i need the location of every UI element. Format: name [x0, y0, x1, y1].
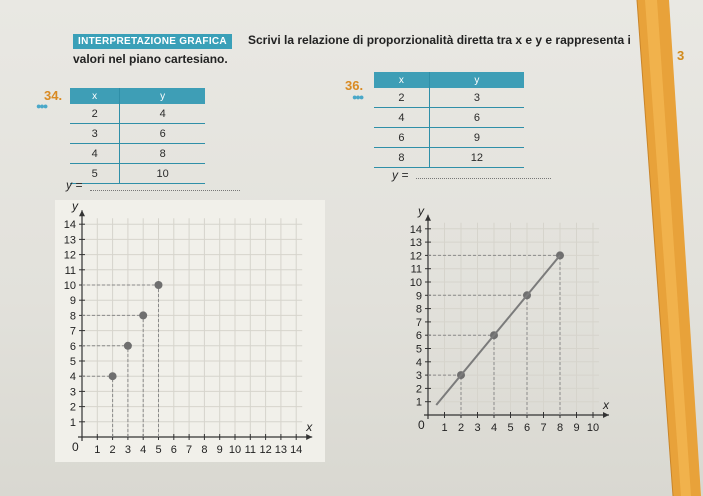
y-tick-label: 7	[415, 316, 422, 329]
y-tick-label: 4	[415, 356, 422, 369]
column-header-y: y	[429, 72, 524, 88]
y-tick-label: 8	[415, 303, 422, 316]
data-point	[155, 281, 163, 289]
cell-y: 3	[429, 88, 524, 108]
y-tick-label: 1	[69, 416, 76, 429]
x-tick-label: 6	[170, 444, 177, 456]
y-tick-label: 10	[409, 277, 422, 289]
y-tick-label: 9	[69, 295, 76, 308]
equation-label-36: y =	[392, 168, 409, 182]
y-tick-label: 5	[69, 356, 76, 368]
column-header-y: y	[120, 88, 205, 104]
y-tick-label: 4	[69, 371, 76, 384]
cell-y: 12	[429, 148, 524, 168]
data-point	[124, 342, 132, 350]
coordinate-plane-34	[64, 199, 313, 456]
equation-label-34: y =	[66, 178, 83, 192]
x-axis-label: x	[306, 420, 313, 434]
cell-x: 2	[374, 88, 429, 108]
x-tick-label: 1	[441, 422, 448, 434]
y-axis-arrow-icon	[425, 215, 431, 221]
x-tick-label: 3	[124, 444, 131, 456]
y-tick-label: 14	[409, 223, 422, 236]
y-tick-label: 6	[69, 340, 76, 353]
y-tick-label: 8	[69, 310, 76, 323]
x-axis-label: x	[603, 398, 609, 412]
y-tick-label: 10	[63, 280, 76, 292]
data-point	[139, 311, 147, 319]
x-tick-label: 13	[274, 444, 288, 456]
x-tick-label: 6	[523, 422, 531, 434]
cell-x: 5	[70, 164, 120, 184]
x-axis-arrow-icon	[603, 412, 609, 418]
cell-y: 8	[120, 144, 205, 164]
cell-y: 6	[429, 108, 524, 128]
cell-y: 6	[120, 124, 205, 144]
x-tick-label: 9	[216, 444, 223, 456]
x-tick-label: 9	[573, 422, 580, 434]
y-tick-label: 7	[69, 325, 76, 338]
y-tick-label: 11	[410, 263, 422, 276]
coordinate-plane-36	[410, 204, 610, 434]
cell-x: 4	[70, 144, 120, 164]
y-tick-label: 3	[69, 386, 76, 399]
cell-y: 9	[429, 128, 524, 148]
proportionality-line	[436, 255, 560, 405]
column-header-x: x	[70, 88, 120, 104]
difficulty-dots-icon: ●●●	[36, 101, 47, 111]
origin-label: 0	[72, 440, 79, 454]
y-tick-label: 5	[415, 343, 422, 356]
y-tick-label: 1	[415, 396, 422, 409]
x-tick-label: 2	[109, 444, 116, 456]
cell-x: 4	[374, 108, 429, 128]
y-tick-label: 3	[415, 370, 422, 383]
y-tick-label: 2	[415, 383, 422, 396]
x-tick-label: 7	[186, 444, 193, 456]
x-tick-label: 4	[490, 422, 498, 434]
x-tick-label: 4	[140, 444, 147, 456]
y-axis-label: y	[418, 203, 424, 218]
cell-x: 8	[374, 148, 429, 168]
y-tick-label: 9	[415, 290, 422, 303]
x-tick-label: 8	[556, 422, 564, 434]
x-tick-label: 11	[244, 444, 257, 456]
cell-x: 6	[374, 128, 429, 148]
instruction-text: Scrivi la relazione di proporzionalità diretta tra x e y e rappresenta i	[248, 33, 631, 47]
cell-y: 10	[120, 164, 205, 184]
x-tick-label: 5	[155, 444, 162, 456]
y-tick-label: 2	[69, 401, 76, 414]
difficulty-dots-icon: ●●●	[352, 92, 363, 102]
y-tick-label: 6	[415, 330, 422, 343]
exercise-number-36: 36.	[345, 78, 364, 93]
y-tick-label: 12	[63, 249, 76, 262]
instruction-text-continued: valori nel piano cartesiano.	[73, 52, 228, 66]
x-tick-label: 10	[586, 422, 600, 434]
y-tick-label: 12	[409, 250, 422, 263]
origin-label: 0	[418, 418, 425, 432]
y-axis-arrow-icon	[79, 210, 85, 216]
y-axis-label: y	[72, 199, 78, 214]
x-tick-label: 1	[94, 444, 101, 456]
x-tick-label: 10	[228, 444, 242, 456]
x-tick-label: 2	[457, 422, 465, 434]
column-header-x: x	[374, 72, 429, 88]
x-tick-label: 8	[201, 444, 208, 456]
y-tick-label: 13	[409, 237, 422, 250]
y-tick-label: 14	[63, 219, 76, 232]
x-axis-arrow-icon	[306, 434, 312, 440]
side-exercise-number: 3	[677, 48, 685, 63]
x-tick-label: 3	[474, 422, 481, 434]
x-tick-label: 14	[290, 444, 303, 456]
exercise-number-34: 34.	[44, 88, 63, 103]
section-badge: INTERPRETAZIONE GRAFICA	[73, 34, 232, 49]
x-tick-label: 5	[507, 422, 514, 434]
x-tick-label: 7	[540, 422, 547, 434]
cell-x: 3	[70, 124, 120, 144]
x-tick-label: 12	[259, 444, 272, 456]
pencil-image	[615, 0, 703, 496]
cell-x: 2	[70, 104, 120, 124]
data-point	[109, 372, 117, 380]
y-tick-label: 11	[64, 264, 76, 277]
y-tick-label: 13	[63, 234, 76, 247]
cell-y: 4	[120, 104, 205, 124]
